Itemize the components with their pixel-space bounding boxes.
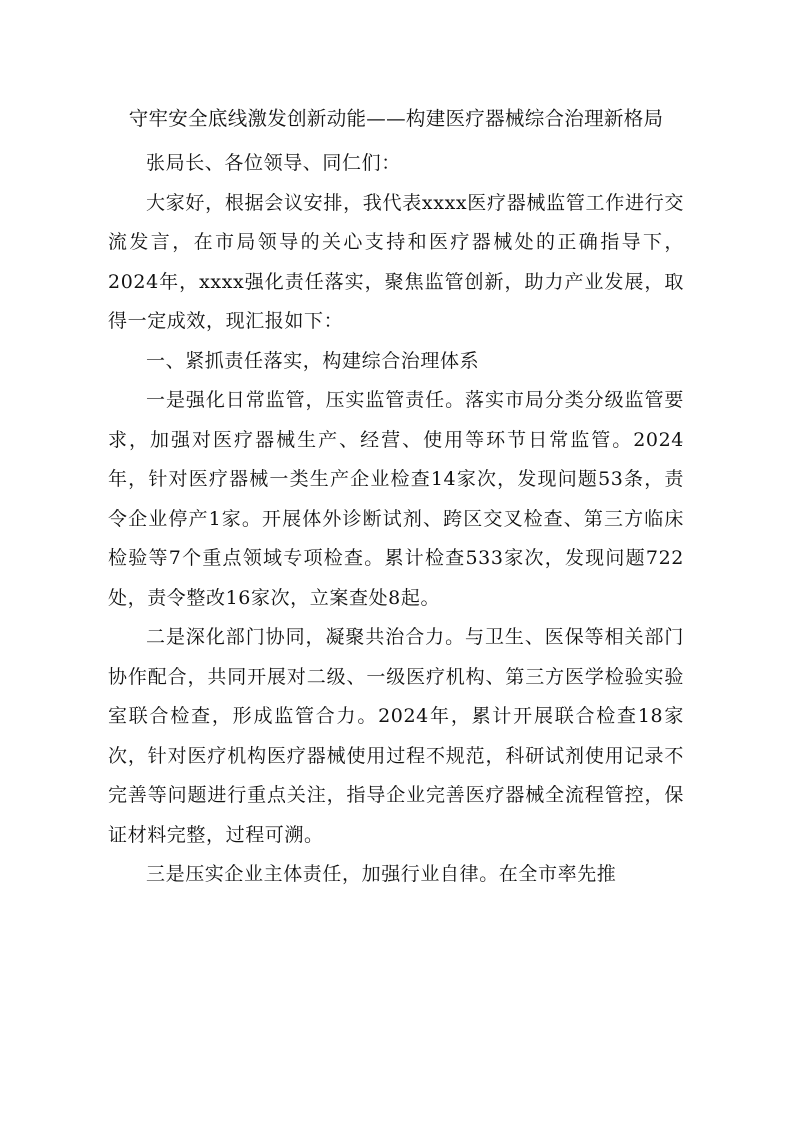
section-heading-1: 一、紧抓责任落实，构建综合治理体系 xyxy=(146,349,480,372)
opening-paragraph: 大家好，根据会议安排，我代表xxxx医疗器械监管工作进行交流发言，在市局领导的关心支持和医疗器械处的正确指导下，2024年，xxxx强化责任落实，聚焦监管创新，助力产业发展，取得一定成效，现汇报如下： xyxy=(108,191,684,332)
body-paragraph-1: 一是强化日常监管，压实监管责任。落实市局分类分级监管要求，加强对医疗器械生产、经营、使用等环节日常监管。2024年，针对医疗器械一类生产企业检查14家次，发现问题53条，责令企业停产1家。开展体外诊断试剂、跨区交叉检查、第三方临床检验等7个重点领域专项检查。累计检查533家次，发现问题722处，责令整改16家次，立案查处8起。 xyxy=(108,389,684,609)
document-title: 守牢安全底线激发创新动能——构建医疗器械综合治理新格局 xyxy=(128,107,664,130)
salutation-paragraph: 张局长、各位领导、同仁们： xyxy=(146,152,401,174)
document-body xyxy=(108,98,684,895)
body-paragraph-3: 三是压实企业主体责任，加强行业自律。在全市率先推 xyxy=(146,863,617,885)
body-paragraph-2: 二是深化部门协同，凝聚共治合力。与卫生、医保等相关部门协作配合，共同开展对二级、一级医疗机构、第三方医学检验实验室联合检查，形成监管合力。2024年，累计开展联合检查18家次，针对医疗机构医疗器械使用过程不规范，科研试剂使用记录不完善等问题进行重点关注，指导企业完善医疗器械全流程管控，保证材料完整，过程可溯。 xyxy=(108,626,684,846)
